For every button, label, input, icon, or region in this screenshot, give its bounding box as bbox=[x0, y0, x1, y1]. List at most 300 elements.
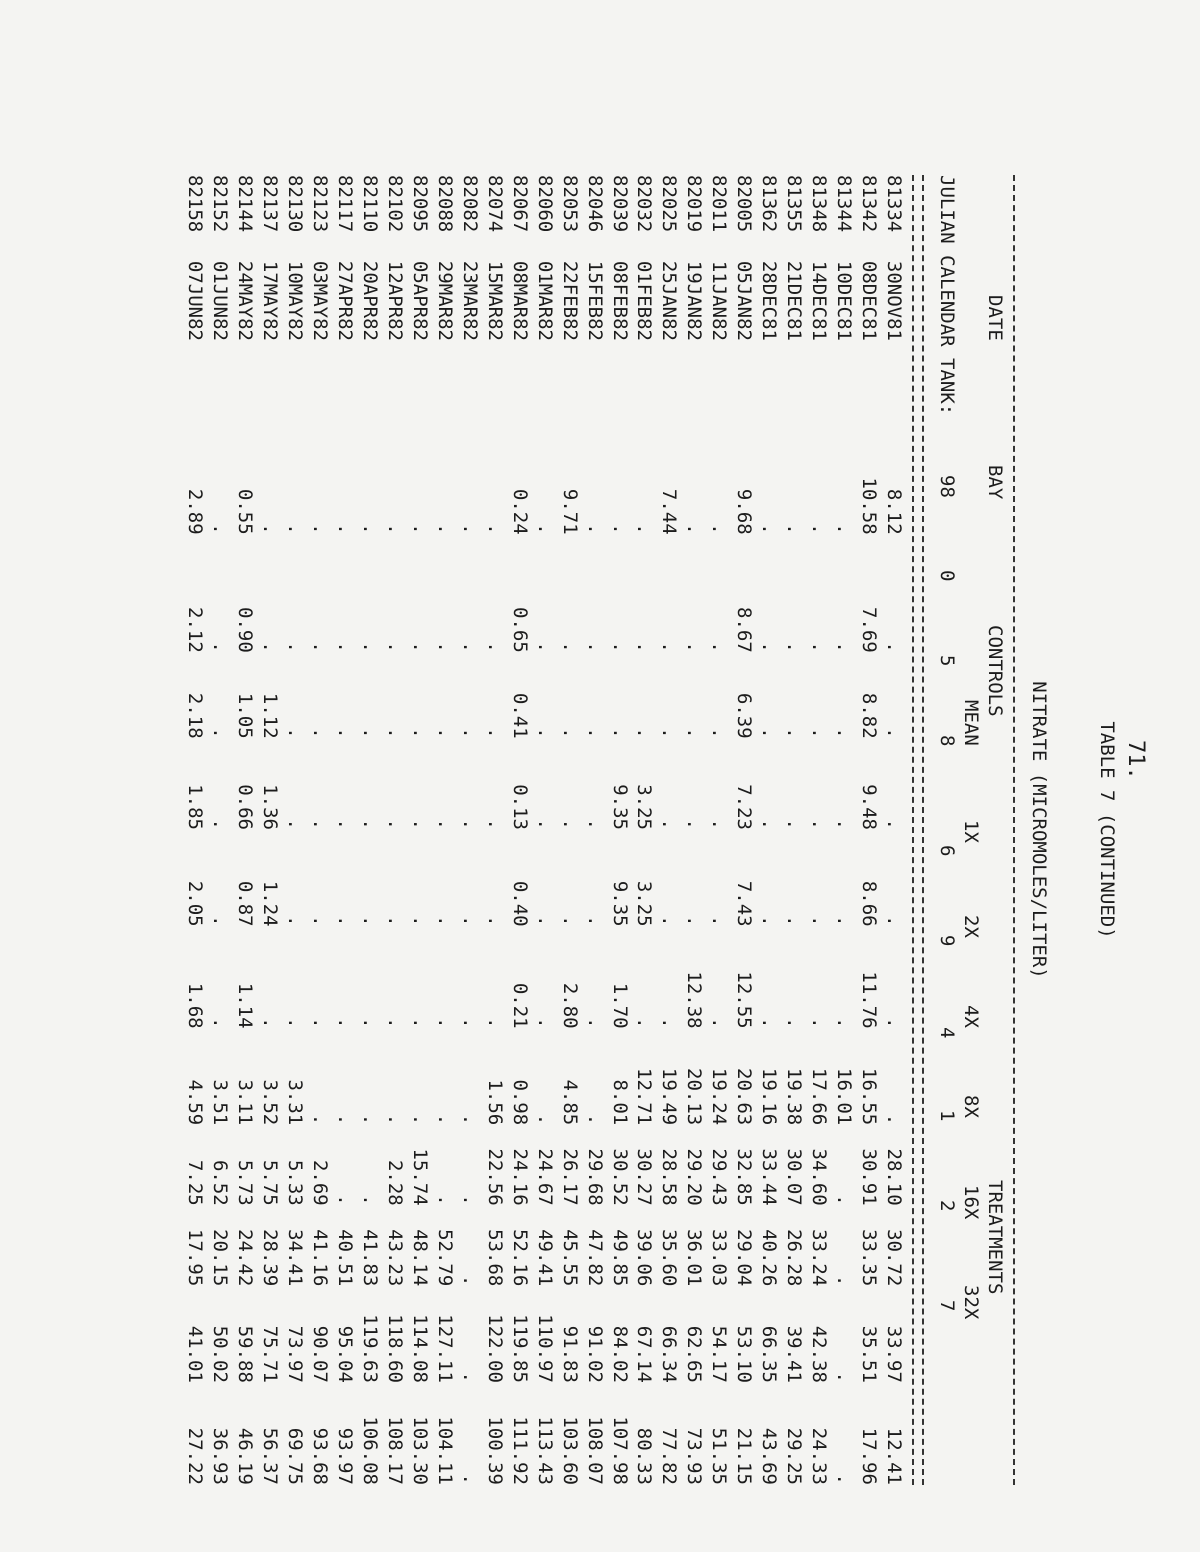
cell-julian-day: 81348 bbox=[808, 175, 831, 233]
cell-treatment-2x: 12.71 bbox=[633, 1068, 656, 1126]
table-row bbox=[582, 175, 607, 1485]
cell-treatment-16x: 118.60 bbox=[383, 1314, 406, 1383]
table-row bbox=[232, 175, 257, 1485]
cell-treatment-32x: 108.07 bbox=[583, 1416, 606, 1485]
cell-control-0: . bbox=[383, 641, 406, 653]
cell-treatment-1x: 12.55 bbox=[733, 971, 756, 1029]
cell-calendar-date: 03MAY82 bbox=[309, 260, 332, 341]
cell-control-0: . bbox=[708, 641, 731, 653]
cell-treatment-16x: 33.97 bbox=[883, 1325, 905, 1383]
cell-calendar-date: 27APR82 bbox=[334, 260, 357, 341]
cell-bay-98: . bbox=[358, 523, 381, 535]
cell-control-8: . bbox=[883, 818, 905, 830]
cell-control-8: . bbox=[334, 818, 357, 830]
cell-treatment-1x: . bbox=[658, 1017, 681, 1029]
cell-treatment-32x: 111.92 bbox=[508, 1416, 531, 1485]
cell-treatment-32x: 93.68 bbox=[309, 1427, 332, 1485]
cell-treatment-16x: 119.63 bbox=[358, 1314, 381, 1383]
cell-bay-98: . bbox=[583, 523, 606, 535]
cell-control-0: . bbox=[558, 641, 581, 653]
cell-control-mean: . bbox=[658, 915, 681, 927]
cell-treatment-4x: 29.43 bbox=[708, 1148, 731, 1206]
cell-treatment-2x: 0.98 bbox=[508, 1079, 531, 1126]
cell-treatment-4x: 2.69 bbox=[309, 1159, 332, 1206]
cell-treatment-4x: 26.17 bbox=[558, 1148, 581, 1206]
cell-calendar-date: 17MAY82 bbox=[259, 260, 282, 341]
cell-control-0: . bbox=[533, 641, 556, 653]
cell-treatment-16x: 84.02 bbox=[608, 1325, 631, 1383]
cell-control-5: . bbox=[658, 727, 681, 739]
cell-control-mean: . bbox=[408, 915, 431, 927]
cell-control-mean: 7.43 bbox=[733, 880, 756, 927]
cell-calendar-date: 01MAR82 bbox=[533, 260, 556, 341]
cell-control-5: . bbox=[783, 727, 806, 739]
cell-control-8: . bbox=[533, 818, 556, 830]
cell-control-mean: . bbox=[458, 915, 481, 927]
cell-julian-day: 82046 bbox=[583, 175, 606, 233]
cell-julian-day: 81355 bbox=[783, 175, 806, 233]
cell-bay-98: . bbox=[408, 523, 431, 535]
cell-treatment-32x: 69.75 bbox=[284, 1427, 307, 1485]
cell-treatment-2x: 3.31 bbox=[284, 1079, 307, 1126]
table-row bbox=[781, 175, 806, 1485]
cell-julian-day: 82123 bbox=[309, 175, 332, 233]
header-2x: 2X bbox=[960, 915, 982, 938]
cell-calendar-date: 05APR82 bbox=[408, 260, 431, 341]
cell-treatment-16x: 114.08 bbox=[408, 1314, 431, 1383]
cell-control-0: . bbox=[683, 641, 706, 653]
cell-control-5: 6.39 bbox=[733, 692, 756, 739]
cell-treatment-2x: 19.16 bbox=[758, 1068, 781, 1126]
cell-julian-day: 82088 bbox=[433, 175, 456, 233]
cell-treatment-16x: 42.38 bbox=[808, 1325, 831, 1383]
cell-julian-day: 82102 bbox=[383, 175, 406, 233]
cell-control-mean: . bbox=[533, 915, 556, 927]
cell-calendar-date: 08FEB82 bbox=[608, 260, 631, 341]
cell-treatment-8x: 47.82 bbox=[583, 1229, 606, 1287]
cell-control-8: 9.48 bbox=[858, 784, 881, 830]
cell-control-0: . bbox=[808, 641, 831, 653]
cell-treatment-2x: . bbox=[883, 1113, 905, 1126]
cell-treatment-1x: 1.70 bbox=[608, 982, 631, 1029]
cell-treatment-8x: 52.79 bbox=[433, 1229, 456, 1287]
nitrate-data-table bbox=[182, 175, 906, 1485]
table-row bbox=[382, 175, 407, 1485]
cell-control-0: 2.12 bbox=[184, 607, 207, 653]
cell-calendar-date: 15MAR82 bbox=[483, 260, 506, 341]
cell-control-8: . bbox=[383, 818, 406, 830]
cell-treatment-8x: 53.68 bbox=[483, 1229, 506, 1287]
header-divider-1 bbox=[922, 175, 924, 1485]
cell-treatment-1x: . bbox=[783, 1017, 806, 1029]
cell-control-mean: 3.25 bbox=[633, 880, 656, 927]
cell-bay-98: . bbox=[533, 523, 556, 535]
cell-control-mean: 8.66 bbox=[858, 880, 881, 927]
table-row bbox=[357, 175, 382, 1485]
cell-treatment-8x: 17.95 bbox=[184, 1229, 207, 1287]
cell-control-0: 0.65 bbox=[508, 607, 531, 653]
cell-bay-98: 9.71 bbox=[558, 488, 581, 535]
cell-calendar-date: 08DEC81 bbox=[858, 260, 881, 341]
header-controls: CONTROLS bbox=[984, 625, 1006, 717]
cell-treatment-16x: 53.10 bbox=[733, 1325, 756, 1383]
cell-treatment-8x: 34.41 bbox=[284, 1229, 307, 1287]
cell-bay-98: 0.55 bbox=[234, 488, 257, 535]
cell-control-8: . bbox=[658, 818, 681, 830]
cell-treatment-8x: 48.14 bbox=[408, 1229, 431, 1287]
cell-control-0: . bbox=[458, 641, 481, 653]
cell-julian-day: 82130 bbox=[284, 175, 307, 233]
cell-treatment-4x: 29.20 bbox=[683, 1148, 706, 1206]
cell-control-0: . bbox=[408, 641, 431, 653]
cell-calendar-date: 23MAR82 bbox=[458, 260, 481, 341]
table-row bbox=[881, 175, 906, 1485]
cell-treatment-2x: . bbox=[533, 1113, 556, 1126]
cell-treatment-8x: 36.01 bbox=[683, 1229, 706, 1287]
cell-treatment-16x: 59.88 bbox=[234, 1325, 257, 1383]
header-date: DATE bbox=[984, 295, 1006, 341]
cell-treatment-16x: 90.07 bbox=[309, 1325, 332, 1383]
cell-control-mean: 0.87 bbox=[234, 880, 257, 927]
cell-julian-day: 82011 bbox=[708, 175, 731, 233]
cell-control-5: . bbox=[408, 727, 431, 739]
header-16x: 16X bbox=[960, 1185, 982, 1220]
header-mean: MEAN bbox=[960, 700, 982, 746]
cell-treatment-16x: 67.14 bbox=[633, 1325, 656, 1383]
cell-treatment-1x: . bbox=[583, 1017, 606, 1029]
cell-treatment-8x: 35.60 bbox=[658, 1229, 681, 1287]
cell-treatment-2x: 8.01 bbox=[608, 1079, 631, 1126]
cell-treatment-32x: 56.37 bbox=[259, 1427, 282, 1485]
cell-control-8: . bbox=[358, 818, 381, 830]
cell-treatment-32x: 73.93 bbox=[683, 1427, 706, 1485]
cell-control-0: . bbox=[608, 641, 631, 653]
cell-treatment-2x: 19.24 bbox=[708, 1068, 731, 1126]
cell-treatment-4x: . bbox=[833, 1194, 856, 1206]
table-row bbox=[482, 175, 507, 1485]
cell-treatment-2x: 4.59 bbox=[184, 1079, 207, 1126]
cell-control-5: . bbox=[558, 727, 581, 739]
cell-control-0: . bbox=[658, 641, 681, 653]
cell-treatment-32x: 27.22 bbox=[184, 1427, 207, 1485]
table-row bbox=[257, 175, 282, 1485]
cell-treatment-32x: 43.69 bbox=[758, 1427, 781, 1485]
cell-julian-day: 82082 bbox=[458, 175, 481, 233]
cell-treatment-2x: 19.49 bbox=[658, 1068, 681, 1126]
cell-bay-98: . bbox=[209, 523, 232, 535]
table-row bbox=[607, 175, 632, 1485]
cell-calendar-date: 25JAN82 bbox=[658, 260, 681, 341]
header-bay: BAY bbox=[984, 465, 1006, 500]
cell-treatment-8x: 26.28 bbox=[783, 1229, 806, 1287]
cell-treatment-2x: 16.01 bbox=[833, 1068, 856, 1126]
cell-treatment-16x: 73.97 bbox=[284, 1325, 307, 1383]
cell-control-mean: . bbox=[558, 915, 581, 927]
header-8x: 8X bbox=[960, 1095, 982, 1118]
cell-treatment-4x: 30.27 bbox=[633, 1148, 656, 1206]
cell-control-5: . bbox=[633, 727, 656, 739]
cell-treatment-16x: 50.02 bbox=[209, 1325, 232, 1383]
cell-control-5: . bbox=[583, 727, 606, 739]
cell-treatment-32x: 51.35 bbox=[708, 1427, 731, 1485]
cell-treatment-8x: 33.24 bbox=[808, 1229, 831, 1287]
header-1x: 1X bbox=[960, 820, 982, 843]
cell-treatment-1x: . bbox=[458, 1017, 481, 1029]
cell-treatment-4x: 24.67 bbox=[533, 1148, 556, 1206]
cell-control-5: . bbox=[758, 727, 781, 739]
table-row bbox=[632, 175, 657, 1485]
cell-treatment-4x: 22.56 bbox=[483, 1148, 506, 1206]
cell-julian-day: 82032 bbox=[633, 175, 656, 233]
cell-control-mean: . bbox=[683, 915, 706, 927]
cell-treatment-1x: . bbox=[383, 1017, 406, 1029]
cell-treatment-4x: 5.73 bbox=[234, 1159, 257, 1206]
cell-treatment-1x: . bbox=[209, 1017, 232, 1029]
cell-calendar-date: 11JAN82 bbox=[708, 260, 731, 341]
table-title: TABLE 7 (CONTINUED) bbox=[1096, 721, 1118, 939]
cell-treatment-1x: . bbox=[633, 1017, 656, 1029]
cell-treatment-16x: 127.11 bbox=[433, 1314, 456, 1383]
header-4x: 4X bbox=[960, 1005, 982, 1028]
cell-bay-98: 10.58 bbox=[858, 477, 881, 535]
cell-control-5: . bbox=[683, 727, 706, 739]
cell-treatment-4x: 24.16 bbox=[508, 1148, 531, 1206]
cell-treatment-8x: 30.72 bbox=[883, 1229, 905, 1287]
cell-bay-98: . bbox=[334, 523, 357, 535]
cell-julian-day: 82074 bbox=[483, 175, 506, 233]
cell-treatment-32x: 21.15 bbox=[733, 1427, 756, 1485]
cell-control-mean: 9.35 bbox=[608, 880, 631, 927]
cell-treatment-2x: 20.63 bbox=[733, 1068, 756, 1126]
cell-treatment-1x: . bbox=[883, 1017, 905, 1029]
cell-treatment-1x: . bbox=[483, 1017, 506, 1029]
cell-treatment-4x: . bbox=[458, 1194, 481, 1206]
header-tank-7: 7 bbox=[936, 1300, 958, 1312]
cell-treatment-2x: . bbox=[433, 1113, 456, 1126]
cell-control-0: 0.90 bbox=[234, 607, 257, 653]
table-body bbox=[182, 175, 906, 1485]
table-row bbox=[756, 175, 781, 1485]
table-row bbox=[557, 175, 582, 1485]
cell-control-mean: . bbox=[209, 915, 232, 927]
cell-control-5: . bbox=[309, 727, 332, 739]
cell-calendar-date: 08MAR82 bbox=[508, 260, 531, 341]
cell-bay-98: . bbox=[783, 523, 806, 535]
cell-treatment-2x: . bbox=[383, 1113, 406, 1126]
cell-control-mean: . bbox=[833, 915, 856, 927]
header-tank-0: 0 bbox=[936, 570, 958, 582]
cell-treatment-4x: 33.44 bbox=[758, 1148, 781, 1206]
header-tank-8: 8 bbox=[936, 735, 958, 747]
cell-bay-98: . bbox=[309, 523, 332, 535]
cell-control-8: 1.85 bbox=[184, 784, 207, 830]
cell-control-0: . bbox=[433, 641, 456, 653]
cell-control-8: 7.23 bbox=[733, 784, 756, 830]
cell-control-mean: . bbox=[358, 915, 381, 927]
table-row bbox=[282, 175, 307, 1485]
cell-treatment-16x: . bbox=[833, 1371, 856, 1383]
cell-treatment-16x: 66.34 bbox=[658, 1325, 681, 1383]
cell-control-0: 8.67 bbox=[733, 607, 756, 653]
cell-treatment-1x: . bbox=[758, 1017, 781, 1029]
cell-treatment-32x: 29.25 bbox=[783, 1427, 806, 1485]
cell-treatment-1x: . bbox=[358, 1017, 381, 1029]
cell-treatment-16x: 122.00 bbox=[483, 1314, 506, 1383]
table-row bbox=[332, 175, 357, 1485]
cell-treatment-8x: 40.26 bbox=[758, 1229, 781, 1287]
cell-treatment-1x: 1.68 bbox=[184, 982, 207, 1029]
header-tank-1: 1 bbox=[936, 1110, 958, 1122]
cell-control-mean: 2.05 bbox=[184, 880, 207, 927]
cell-julian-day: 81342 bbox=[858, 175, 881, 233]
cell-control-5: 2.18 bbox=[184, 692, 207, 739]
cell-control-8: 0.13 bbox=[508, 784, 531, 830]
cell-control-8: . bbox=[483, 818, 506, 830]
cell-treatment-1x: . bbox=[309, 1017, 332, 1029]
cell-treatment-1x: 12.38 bbox=[683, 971, 706, 1029]
cell-control-mean: . bbox=[383, 915, 406, 927]
cell-bay-98: 0.24 bbox=[508, 488, 531, 535]
header-julian-calendar-tank: JULIAN CALENDAR TANK: bbox=[936, 175, 958, 416]
cell-calendar-date: 07JUN82 bbox=[184, 260, 207, 341]
cell-bay-98: 7.44 bbox=[658, 488, 681, 535]
cell-treatment-32x: 17.96 bbox=[858, 1427, 881, 1485]
table-row bbox=[507, 175, 532, 1485]
table-row bbox=[432, 175, 457, 1485]
cell-control-0: 7.69 bbox=[858, 607, 881, 653]
page-number: 71. bbox=[1123, 740, 1148, 780]
cell-treatment-4x: 6.52 bbox=[209, 1159, 232, 1206]
cell-control-0: . bbox=[309, 641, 332, 653]
cell-treatment-32x: 100.39 bbox=[483, 1416, 506, 1485]
cell-treatment-8x: 49.85 bbox=[608, 1229, 631, 1287]
cell-control-0: . bbox=[883, 641, 905, 653]
cell-calendar-date: 10MAY82 bbox=[284, 260, 307, 341]
cell-control-5: . bbox=[433, 727, 456, 739]
cell-control-mean: . bbox=[334, 915, 357, 927]
cell-calendar-date: 10DEC81 bbox=[833, 260, 856, 341]
cell-julian-day: 82144 bbox=[234, 175, 257, 233]
cell-bay-98: . bbox=[259, 523, 282, 535]
cell-treatment-2x: 4.85 bbox=[558, 1079, 581, 1126]
cell-treatment-1x: . bbox=[708, 1017, 731, 1029]
cell-treatment-32x: 108.17 bbox=[383, 1416, 406, 1485]
cell-treatment-4x: 30.52 bbox=[608, 1148, 631, 1206]
cell-treatment-32x: 104.11 bbox=[433, 1416, 456, 1485]
cell-treatment-16x: 75.71 bbox=[259, 1325, 282, 1383]
cell-calendar-date: 14DEC81 bbox=[808, 260, 831, 341]
cell-control-8: . bbox=[683, 818, 706, 830]
cell-treatment-4x: 28.10 bbox=[883, 1148, 905, 1206]
cell-bay-98: . bbox=[433, 523, 456, 535]
cell-control-5: . bbox=[883, 727, 905, 739]
cell-control-8: 1.36 bbox=[259, 784, 282, 830]
cell-calendar-date: 24MAY82 bbox=[234, 260, 257, 341]
header-tank-9: 9 bbox=[936, 935, 958, 947]
cell-control-5: 0.41 bbox=[508, 692, 531, 739]
top-divider bbox=[1013, 175, 1015, 1485]
cell-control-5: . bbox=[358, 727, 381, 739]
cell-treatment-2x: . bbox=[358, 1113, 381, 1126]
cell-treatment-4x: . bbox=[334, 1194, 357, 1206]
cell-control-5: . bbox=[334, 727, 357, 739]
cell-control-8: . bbox=[808, 818, 831, 830]
cell-bay-98: . bbox=[284, 523, 307, 535]
cell-julian-day: 82053 bbox=[558, 175, 581, 233]
cell-treatment-8x: . bbox=[833, 1274, 856, 1287]
cell-control-8: . bbox=[583, 818, 606, 830]
table-row bbox=[731, 175, 756, 1485]
cell-treatment-1x: 11.76 bbox=[858, 971, 881, 1029]
cell-treatment-2x: 1.56 bbox=[483, 1079, 506, 1126]
cell-control-8: . bbox=[758, 818, 781, 830]
cell-julian-day: 82067 bbox=[508, 175, 531, 233]
cell-control-8: . bbox=[558, 818, 581, 830]
cell-control-8: 3.25 bbox=[633, 784, 656, 830]
cell-bay-98: . bbox=[608, 523, 631, 535]
cell-control-mean: . bbox=[583, 915, 606, 927]
cell-bay-98: 9.68 bbox=[733, 488, 756, 535]
cell-treatment-1x: . bbox=[334, 1017, 357, 1029]
table-row bbox=[856, 175, 881, 1485]
cell-control-5: . bbox=[458, 727, 481, 739]
cell-control-5: . bbox=[209, 727, 232, 739]
header-tank-5: 5 bbox=[936, 655, 958, 667]
cell-treatment-16x: 91.02 bbox=[583, 1325, 606, 1383]
cell-control-8: 9.35 bbox=[608, 784, 631, 830]
cell-calendar-date: 22FEB82 bbox=[558, 260, 581, 341]
cell-control-8: . bbox=[209, 818, 232, 830]
cell-treatment-2x: . bbox=[458, 1113, 481, 1126]
cell-treatment-32x: 103.30 bbox=[408, 1416, 431, 1485]
cell-control-mean: . bbox=[883, 915, 905, 927]
cell-control-mean: . bbox=[808, 915, 831, 927]
header-treatments: TREATMENTS bbox=[984, 1180, 1006, 1295]
cell-julian-day: 81344 bbox=[833, 175, 856, 233]
cell-treatment-32x: 24.33 bbox=[808, 1427, 831, 1485]
cell-control-5: 1.05 bbox=[234, 692, 257, 739]
cell-treatment-32x: . bbox=[458, 1473, 481, 1485]
cell-calendar-date: 01FEB82 bbox=[633, 260, 656, 341]
cell-treatment-1x: . bbox=[833, 1017, 856, 1029]
cell-treatment-4x: . bbox=[433, 1194, 456, 1206]
cell-control-0: . bbox=[209, 641, 232, 653]
cell-treatment-8x: 33.03 bbox=[708, 1229, 731, 1287]
cell-julian-day: 82110 bbox=[358, 175, 381, 233]
cell-treatment-16x: 62.65 bbox=[683, 1325, 706, 1383]
cell-control-8: . bbox=[408, 818, 431, 830]
cell-treatment-8x: 43.23 bbox=[383, 1229, 406, 1287]
cell-treatment-1x: . bbox=[808, 1017, 831, 1029]
cell-treatment-32x: 46.19 bbox=[234, 1427, 257, 1485]
cell-treatment-8x: 33.35 bbox=[858, 1229, 881, 1287]
cell-bay-98: 8.12 bbox=[883, 488, 905, 535]
cell-control-5: 8.82 bbox=[858, 692, 881, 739]
cell-control-0: . bbox=[783, 641, 806, 653]
header-tank-2: 2 bbox=[936, 1200, 958, 1212]
cell-treatment-16x: 39.41 bbox=[783, 1325, 806, 1383]
cell-control-5: . bbox=[383, 727, 406, 739]
cell-treatment-8x: 41.83 bbox=[358, 1229, 381, 1287]
cell-julian-day: 82137 bbox=[259, 175, 282, 233]
cell-control-mean: . bbox=[483, 915, 506, 927]
cell-bay-98: 2.89 bbox=[184, 488, 207, 535]
cell-control-8: . bbox=[783, 818, 806, 830]
cell-control-0: . bbox=[284, 641, 307, 653]
cell-treatment-8x: 24.42 bbox=[234, 1229, 257, 1287]
cell-treatment-8x: 40.51 bbox=[334, 1229, 357, 1287]
cell-treatment-8x: 29.04 bbox=[733, 1229, 756, 1287]
